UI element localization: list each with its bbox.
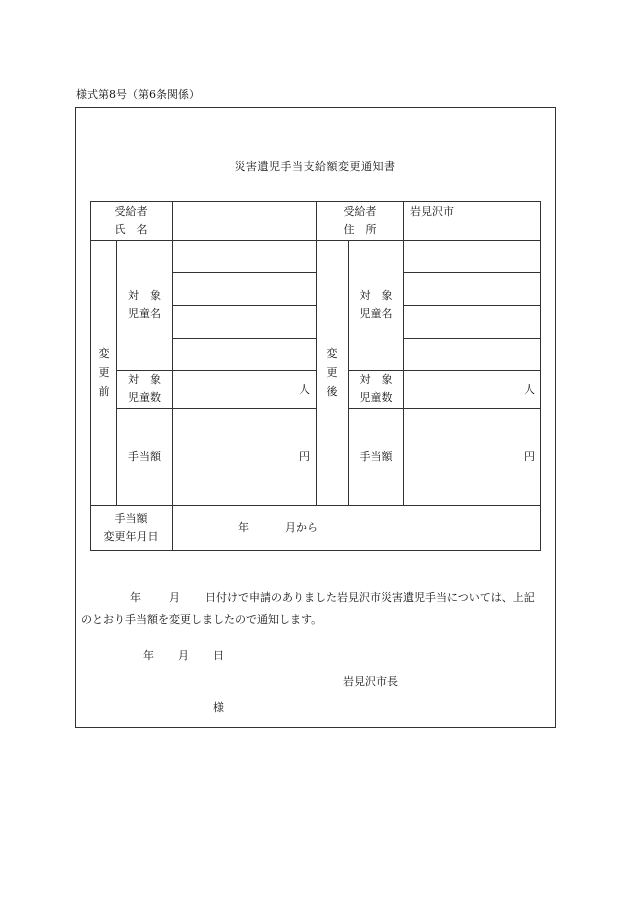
- before-section-label: 変 更 前: [98, 347, 110, 398]
- issuer-name: 岩見沢市長: [343, 675, 398, 688]
- after-child-name-field-2[interactable]: [404, 273, 541, 305]
- after-child-name-field-1[interactable]: [404, 241, 541, 272]
- notice-line-2: のとおり手当額を変更しましたので通知します。: [81, 613, 323, 626]
- after-children-label: 対 象 児童名: [359, 289, 393, 320]
- after-amount-unit: 円: [524, 450, 535, 463]
- before-count-unit: 人: [299, 383, 310, 396]
- recipient-address-label: 受給者 住 所: [343, 205, 377, 236]
- before-child-name-field-4[interactable]: [173, 339, 316, 370]
- before-children-label: 対 象 児童名: [128, 289, 161, 320]
- before-amount-label: 手当額: [128, 450, 161, 463]
- table-rule: [116, 408, 316, 409]
- form-number: 様式第8号（第6条関係）: [76, 88, 200, 101]
- recipient-address-value[interactable]: 岩見沢市: [410, 205, 454, 218]
- change-date-month-from: 月から: [285, 521, 318, 534]
- change-date-label: 手当額 変更年月日: [103, 512, 159, 543]
- before-amount-unit: 円: [299, 450, 310, 463]
- before-count-label: 対 象 児童数: [128, 373, 161, 404]
- document-title: 災害遺児手当支給額変更通知書: [234, 160, 396, 173]
- change-date-year: 年: [238, 521, 249, 534]
- after-count-label: 対 象 児童数: [359, 373, 393, 404]
- table-rule: [348, 408, 541, 409]
- before-child-name-field-3[interactable]: [173, 306, 316, 338]
- table-rule: [90, 505, 541, 506]
- table-rule: [316, 201, 317, 505]
- after-section-label: 変 更 後: [326, 347, 338, 398]
- before-child-name-field-2[interactable]: [173, 273, 316, 305]
- recipient-name-field[interactable]: [173, 202, 316, 240]
- recipient-name-label: 受給者 氏 名: [114, 205, 148, 236]
- notice-line-1: 年 月 日付けで申請のありました岩見沢市災害遺児手当については、上記: [130, 591, 535, 604]
- footer-date-year: 年: [143, 649, 154, 662]
- addressee-honorific: 様: [213, 701, 224, 714]
- after-child-name-field-3[interactable]: [404, 306, 541, 338]
- after-count-unit: 人: [524, 383, 535, 396]
- footer-date-day: 日: [213, 649, 224, 662]
- footer-date-month: 月: [178, 649, 189, 662]
- after-child-name-field-4[interactable]: [404, 339, 541, 370]
- after-amount-label: 手当額: [359, 450, 393, 463]
- before-child-name-field-1[interactable]: [173, 241, 316, 272]
